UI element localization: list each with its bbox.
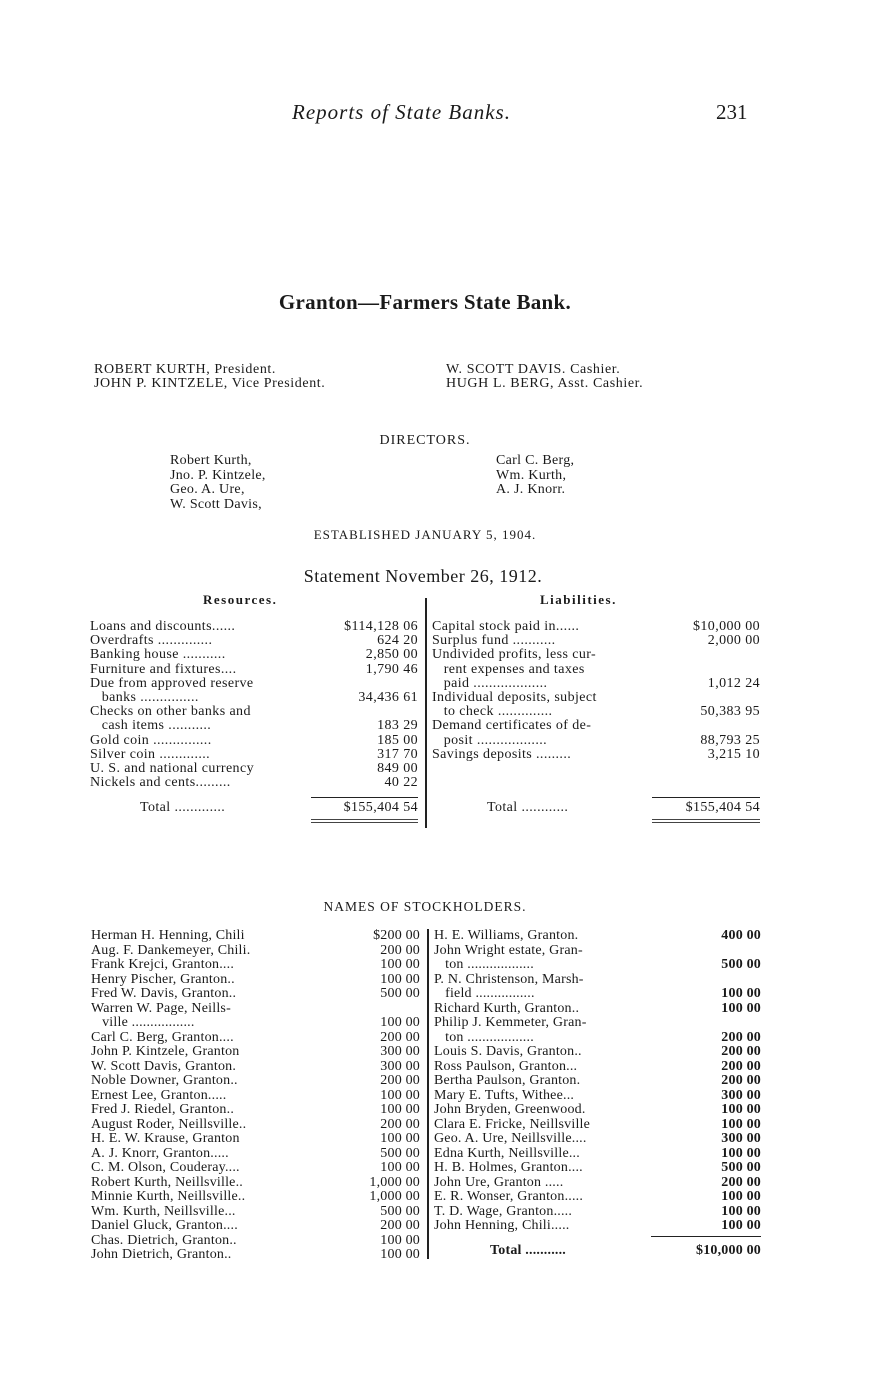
resource-row [90,748,418,762]
stockholder-row-value: 300 00 [380,1044,420,1059]
stockholders-right-table [434,929,761,1234]
director-name: Robert Kurth, [170,453,252,468]
liability-row [432,620,760,634]
stockholder-row [91,1016,420,1031]
stockholder-row [434,944,761,959]
directors-heading: DIRECTORS. [379,433,471,448]
resource-row [90,677,418,691]
director-name: Jno. P. Kintzele, [170,467,266,483]
resource-row-value: $114,128 06 [344,619,418,634]
established-line: ESTABLISHED JANUARY 5, 1904. [313,527,537,542]
liability-row-label: Capital stock paid in...... [432,619,580,634]
stockholder-row-label: H. E. W. Krause, Granton [91,1131,240,1146]
director-name: A. J. Knorr. [496,482,566,497]
liabilities-heading: Liabilities. [540,592,617,607]
resources-total-double-rule [311,819,418,823]
resource-row-value: 34,436 61 [358,689,418,705]
resource-row [90,620,418,634]
stockholder-row-value: 100 00 [380,1160,420,1175]
resource-row-value: 40 22 [384,775,418,791]
directors-right [496,454,574,498]
stockholder-row [91,944,420,959]
stockholder-row [434,1031,761,1046]
liability-row [432,705,760,719]
liabilities-table [432,620,760,762]
stockholder-row [434,929,761,944]
page-number: 231 [716,100,748,124]
stockholder-row [91,1103,420,1118]
stockholder-row-label: John Wright estate, Gran- [434,942,583,958]
stockholder-row-label: P. N. Christenson, Marsh- [434,971,584,987]
resource-row-value: 624 20 [377,633,418,649]
stockholder-row-label: Fred J. Riedel, Granton.. [91,1102,235,1117]
stockholder-row-value: 1,000 00 [369,1189,420,1204]
stockholder-row-label: E. R. Wonser, Granton..... [434,1189,584,1204]
statement-column-divider [425,598,427,828]
running-header [0,100,895,128]
stockholder-row-value: 400 00 [721,928,761,943]
stockholder-row-label: ville ................. [91,1015,195,1030]
liabilities-total-rule [652,797,760,798]
directors-left [170,454,266,512]
stockholder-row [434,1118,761,1133]
stockholder-row [434,1103,761,1118]
stockholder-row-label: Minnie Kurth, Neillsville.. [91,1189,246,1204]
stockholder-row-value: 200 00 [380,942,420,958]
resource-row [90,663,418,677]
stockholder-row [91,1248,420,1263]
stockholder-row-label: field ................ [434,986,535,1001]
stockholder-row-value: 100 00 [380,957,420,972]
stockholder-row-value: 200 00 [721,1073,761,1088]
resource-row-label: U. S. and national currency [90,760,254,776]
resource-row-value: 849 00 [377,760,418,776]
stockholder-row [434,973,761,988]
stockholder-row-label: John Henning, Chili..... [434,1218,570,1233]
resource-row-value: 183 29 [377,718,418,734]
director-name: Wm. Kurth, [496,467,567,483]
liabilities-total-double-rule [652,819,760,823]
stockholders-heading: NAMES OF STOCKHOLDERS. [323,899,527,914]
stockholder-row [91,1002,420,1017]
stockholder-row-value: 100 00 [721,1218,761,1233]
liability-row-label: Demand certificates of de- [432,718,592,734]
stockholder-row [91,987,420,1002]
stockholder-row [434,1045,761,1060]
liability-row [432,648,760,662]
stockholder-row-value: $200 00 [373,928,420,943]
stockholder-row-value: 300 00 [380,1058,420,1074]
resource-row-label: Silver coin ............. [90,746,211,762]
stockholder-row-value: 100 00 [380,1102,420,1117]
stockholder-row-value: 500 00 [380,1145,420,1161]
liability-row [432,691,760,705]
stockholders-column-divider [427,929,429,1259]
stockholder-row-value: 500 00 [380,1203,420,1219]
stockholder-row-label: Herman H. Henning, Chili [91,928,245,943]
stockholder-row-label: Frank Krejci, Granton.... [91,957,235,972]
resource-row-value: 185 00 [377,732,418,748]
liability-row-label: posit .................. [432,732,548,748]
director-name: Geo. A. Ure, [170,482,245,497]
resource-row-label: Loans and discounts...... [90,619,236,634]
stockholder-row [434,1219,761,1234]
stockholder-row [91,958,420,973]
resource-row [90,691,418,705]
stockholder-row-label: Daniel Gluck, Granton.... [91,1218,238,1233]
liability-row-value: 2,000 00 [707,633,760,649]
officers-right [446,363,643,391]
stockholder-row [91,1118,420,1133]
resource-row [90,648,418,662]
stockholder-row-value: 100 00 [380,1232,420,1248]
stockholder-row-label: H. B. Holmes, Granton.... [434,1160,583,1175]
stockholder-row-value: 500 00 [380,986,420,1001]
liability-row-label: paid ................... [432,675,548,691]
stockholder-row-label: Geo. A. Ure, Neillsville.... [434,1131,587,1146]
stockholder-row-value: 100 00 [721,1000,761,1016]
stockholder-row-label: Edna Kurth, Neillsville... [434,1145,580,1161]
stockholder-row-label: August Roder, Neillsville.. [91,1116,247,1132]
stockholder-row-value: 200 00 [721,1058,761,1074]
stockholder-row [91,973,420,988]
resource-row-label: Nickels and cents......... [90,775,231,791]
stockholder-row [434,1002,761,1017]
liability-row [432,734,760,748]
liability-row [432,663,760,677]
stockholder-row [91,1089,420,1104]
stockholder-row-label: Clara E. Fricke, Neillsville [434,1116,591,1132]
officer-vice-president: JOHN P. KINTZELE, Vice President. [94,376,326,391]
stockholder-row-value: 200 00 [380,1116,420,1132]
stockholder-row [91,1132,420,1147]
stockholder-row-value: 100 00 [380,1247,420,1262]
stockholder-row [434,1176,761,1191]
stockholder-row-label: A. J. Knorr, Granton..... [91,1145,229,1161]
stockholder-row-label: Bertha Paulson, Granton. [434,1073,581,1088]
liability-row [432,719,760,733]
stockholder-row-label: John Ure, Granton ..... [434,1174,564,1190]
stockholder-row [434,1161,761,1176]
officer-president: ROBERT KURTH, President. [94,362,277,377]
stockholder-row-label: Ross Paulson, Granton... [434,1058,578,1074]
resource-row-label: banks ............... [90,689,199,705]
resource-row-value: 1,790 46 [365,661,418,677]
stockholder-row [434,1190,761,1205]
stockholder-row-label: Carl C. Berg, Granton.... [91,1029,234,1045]
liability-row-value: 88,793 25 [700,732,760,748]
stockholder-row [434,1205,761,1220]
stockholder-row-label: Robert Kurth, Neillsville.. [91,1174,243,1190]
resources-total-label: Total ............. [140,800,226,815]
running-title: Reports of State Banks. [292,100,511,124]
stockholder-row-value: 100 00 [721,1203,761,1219]
stockholder-row-label: T. D. Wage, Granton..... [434,1203,573,1219]
stockholder-row-label: Chas. Dietrich, Granton.. [91,1232,237,1248]
stockholder-row-value: 300 00 [721,1131,761,1146]
resource-row-label: Due from approved reserve [90,675,254,691]
resource-row [90,705,418,719]
stockholder-row-value: 1,000 00 [369,1174,420,1190]
resource-row [90,776,418,790]
stockholder-row-label: Wm. Kurth, Neillsville... [91,1203,236,1219]
officer-asst-cashier: HUGH L. BERG, Asst. Cashier. [446,376,644,391]
stockholder-row [91,1190,420,1205]
liability-row-label: Surplus fund ........... [432,633,556,649]
stockholder-row-label: Louis S. Davis, Granton.. [434,1044,582,1059]
stockholder-row-label: Philip J. Kemmeter, Gran- [434,1015,587,1030]
stockholder-row-value: 100 00 [721,986,761,1001]
stockholder-row-label: John Bryden, Greenwood. [434,1102,586,1117]
stockholder-row [434,958,761,973]
resources-total-rule [311,797,418,798]
stockholder-row-value: 200 00 [380,1218,420,1233]
resources-total-value: $155,404 54 [343,800,418,815]
liabilities-total-label: Total ............ [487,800,569,815]
stockholder-row-label: Warren W. Page, Neills- [91,1000,231,1016]
stockholder-row-label: John P. Kintzele, Granton [91,1044,240,1059]
director-name: W. Scott Davis, [170,496,262,512]
stockholder-row [434,1147,761,1162]
stockholder-row [91,1234,420,1249]
resource-row [90,719,418,733]
resources-total-row [140,801,418,815]
liability-row-value: $10,000 00 [693,619,760,634]
stockholder-row-label: Fred W. Davis, Granton.. [91,986,237,1001]
liability-row-value: 1,012 24 [707,675,760,691]
resource-row-label: Overdrafts .............. [90,633,213,649]
stockholder-row [434,1060,761,1075]
stockholder-row [434,1016,761,1031]
stockholder-row-value: 100 00 [721,1102,761,1117]
resource-row [90,734,418,748]
resource-row-value: 2,850 00 [365,647,418,663]
stockholder-row-label: John Dietrich, Granton.. [91,1247,232,1262]
stockholder-row-value: 200 00 [721,1174,761,1190]
stockholder-row-value: 100 00 [721,1116,761,1132]
stockholders-left-table [91,929,420,1263]
liabilities-total-row [487,801,760,815]
stockholder-row-label: Ernest Lee, Granton..... [91,1087,227,1103]
stockholder-row [91,1205,420,1220]
stockholder-row [91,1045,420,1060]
stockholder-row-label: Noble Downer, Granton.. [91,1073,238,1088]
stockholder-row-value: 500 00 [721,957,761,972]
stockholder-row-value: 200 00 [380,1029,420,1045]
resource-row-value: 317 70 [377,746,418,762]
resource-row-label: Banking house ........... [90,647,226,663]
resource-row-label: cash items ........... [90,718,212,734]
stockholder-row-label: Richard Kurth, Granton.. [434,1000,580,1016]
resources-heading: Resources. [203,592,278,607]
stockholders-total-label: Total ........... [490,1243,567,1258]
stockholder-row [91,929,420,944]
stockholder-row [91,1161,420,1176]
liabilities-total-value: $155,404 54 [685,800,760,815]
liability-row-value: 50,383 95 [700,704,760,720]
stockholder-row-value: 500 00 [721,1160,761,1175]
stockholder-row-value: 100 00 [380,1087,420,1103]
stockholder-row [91,1176,420,1191]
liability-row [432,634,760,648]
stockholder-row-label: W. Scott Davis, Granton. [91,1058,237,1074]
stockholders-total-rule [651,1236,761,1237]
stockholder-row [91,1074,420,1089]
stockholder-row-label: H. E. Williams, Granton. [434,928,579,943]
stockholder-row-value: 100 00 [380,1131,420,1146]
stockholder-row-value: 200 00 [380,1073,420,1088]
resource-row [90,762,418,776]
stockholder-row-label: Henry Pischer, Granton.. [91,971,235,987]
stockholders-total-row [490,1244,761,1259]
liability-row-label: Savings deposits ......... [432,746,572,762]
stockholder-row-value: 100 00 [380,971,420,987]
stockholder-row [434,1132,761,1147]
stockholder-row [434,1089,761,1104]
statement-heading: Statement November 26, 1912. [303,566,543,586]
liability-row [432,677,760,691]
stockholder-row-label: Mary E. Tufts, Withee... [434,1087,575,1103]
liability-row-label: Individual deposits, subject [432,689,597,705]
liability-row-value: 3,215 10 [707,746,760,762]
liability-row [432,748,760,762]
stockholder-row-label: C. M. Olson, Couderay.... [91,1160,240,1175]
stockholder-row-label: ton .................. [434,1029,534,1045]
stockholder-row-value: 200 00 [721,1044,761,1059]
officers-left [94,363,325,391]
stockholder-row-label: ton .................. [434,957,534,972]
stockholder-row-value: 100 00 [721,1145,761,1161]
resource-row-label: Gold coin ............... [90,732,212,748]
stockholder-row-value: 200 00 [721,1029,761,1045]
stockholder-row-value: 100 00 [380,1015,420,1030]
resource-row-label: Checks on other banks and [90,704,251,720]
stockholder-row-value: 100 00 [721,1189,761,1204]
stockholder-row [434,987,761,1002]
stockholders-total-value: $10,000 00 [696,1243,761,1258]
stockholder-row-label: Aug. F. Dankemeyer, Chili. [91,942,251,958]
stockholder-row [91,1147,420,1162]
liability-row-label: Undivided profits, less cur- [432,647,597,663]
stockholder-row [91,1031,420,1046]
director-name: Carl C. Berg, [496,453,575,468]
stockholder-row-value: 300 00 [721,1087,761,1103]
stockholder-row [434,1074,761,1089]
liability-row-label: rent expenses and taxes [432,661,585,677]
officer-cashier: W. SCOTT DAVIS. Cashier. [446,362,621,377]
bank-title: Granton—Farmers State Bank. [278,290,572,314]
stockholder-row [91,1219,420,1234]
liability-row-label: to check .............. [432,704,553,720]
resource-row [90,634,418,648]
stockholder-row [91,1060,420,1075]
resource-row-label: Furniture and fixtures.... [90,661,237,677]
resources-table [90,620,418,790]
